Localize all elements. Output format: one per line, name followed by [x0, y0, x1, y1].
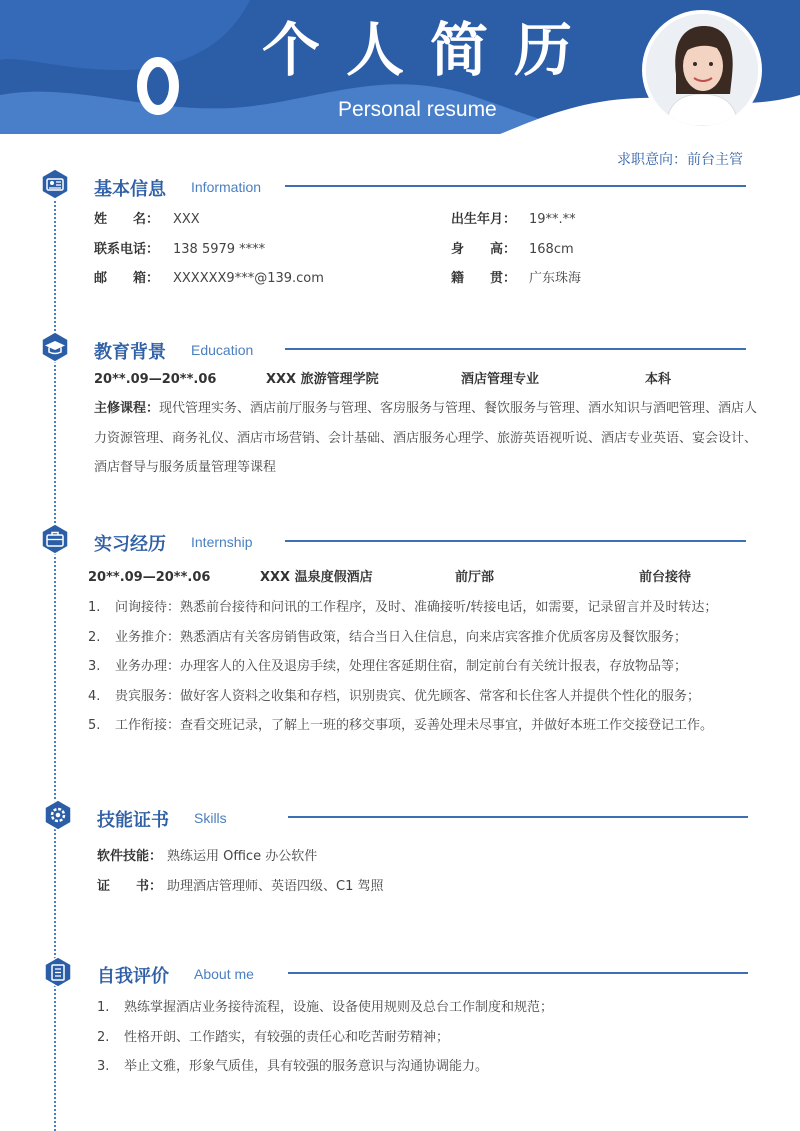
- intern-item-num: 3.: [88, 659, 101, 674]
- courses-text: 现代管理实务、酒店前厅服务与管理、客房服务与管理、餐饮服务与管理、酒水知识与酒吧管理、酒店人力资源管理、商务礼仪、酒店市场营销、会计基础、酒店服务心理学、旅游英语视听说、酒店专业英语、宴会设计、酒店督导与服务质量管理等课程: [94, 401, 758, 475]
- section-en-about: About me: [194, 966, 254, 982]
- intern-department: 前厅部: [455, 570, 495, 585]
- edu-school: XXX 旅游管理学院: [266, 372, 379, 387]
- section-title-internship: 实习经历: [94, 534, 166, 555]
- certificate-label: 证 书：: [97, 879, 163, 894]
- height-value: 168cm: [529, 242, 574, 257]
- intern-item-num: 1.: [88, 600, 101, 615]
- certificate-value: 助理酒店管理师、英语四级、C1 驾照: [167, 879, 384, 894]
- page-subtitle: Personal resume: [338, 98, 497, 121]
- graduation-cap-icon: [39, 331, 71, 363]
- page-title: 个人简历: [262, 16, 599, 84]
- edu-major: 酒店管理专业: [461, 372, 540, 387]
- section-divider: [288, 816, 748, 818]
- header-banner: [0, 0, 800, 134]
- email-value: XXXXXX9***@139.com: [173, 271, 324, 286]
- origin-label: 籍 贯：: [451, 271, 517, 286]
- intern-item-num: 2.: [88, 630, 101, 645]
- section-divider: [288, 972, 748, 974]
- notebook-icon: [42, 956, 74, 988]
- intern-item-num: 4.: [88, 689, 101, 704]
- profile-photo: [642, 10, 762, 130]
- intern-item-text: 业务办理：办理客人的入住及退房手续，处理住客延期住宿，制定前台有关统计报表，存放物品等；: [115, 659, 688, 674]
- phone-value: 138 5979 ****: [173, 242, 266, 257]
- phone-label: 联系电话：: [94, 242, 160, 257]
- section-divider: [285, 348, 746, 350]
- section-divider: [285, 185, 746, 187]
- email-label: 邮 箱：: [94, 271, 160, 286]
- birth-value: 19**.**: [529, 212, 576, 227]
- briefcase-icon: [39, 523, 71, 555]
- section-en-skills: Skills: [194, 810, 227, 826]
- section-en-internship: Internship: [191, 534, 253, 550]
- intern-item-text: 贵宾服务：做好客人资料之收集和存档，识别贵宾、优先顾客、常客和长住客人并提供个性化的服务；: [115, 689, 701, 704]
- about-item-text: 举止文雅，形象气质佳，具有较强的服务意识与沟通协调能力。: [124, 1059, 489, 1074]
- gear-icon: [42, 799, 74, 831]
- edu-period: 20**.09—20**.06: [94, 372, 217, 387]
- about-item-text: 熟练掌握酒店业务接待流程，设施、设备使用规则及总台工作制度和规范；: [124, 1000, 554, 1015]
- courses-label: 主修课程：: [94, 401, 160, 416]
- timeline-line: [54, 178, 56, 1131]
- intern-item-text: 问询接待：熟悉前台接待和问讯的工作程序，及时、准确接听/转接电话，如需要，记录留言并及时转达；: [115, 600, 718, 615]
- job-objective: 求职意向：前台主管: [617, 152, 743, 168]
- about-item-num: 2.: [97, 1030, 110, 1045]
- section-en-education: Education: [191, 342, 254, 358]
- about-item-num: 1.: [97, 1000, 110, 1015]
- id-card-icon: [39, 168, 71, 200]
- name-label: 姓 名：: [94, 212, 160, 227]
- birth-label: 出生年月：: [451, 212, 517, 227]
- origin-value: 广东珠海: [529, 271, 582, 286]
- about-item-num: 3.: [97, 1059, 110, 1074]
- intern-position: 前台接待: [639, 570, 692, 585]
- software-skill-value: 熟练运用 Office 办公软件: [167, 849, 318, 864]
- height-label: 身 高：: [451, 242, 517, 257]
- intern-item-text: 工作衔接：查看交班记录，了解上一班的移交事项，妥善处理未尽事宜，并做好本班工作交接登记工作。: [115, 718, 714, 733]
- section-en-basic: Information: [191, 179, 262, 195]
- intern-company: XXX 温泉度假酒店: [260, 570, 373, 585]
- section-title-skills: 技能证书: [97, 810, 169, 831]
- section-divider: [285, 540, 746, 542]
- edu-courses: [94, 394, 758, 483]
- intern-item-text: 业务推介：熟悉酒店有关客房销售政策，结合当日入住信息，向来店宾客推介优质客房及餐饮服务；: [115, 630, 688, 645]
- about-item-text: 性格开朗、工作踏实，有较强的责任心和吃苦耐劳精神；: [124, 1030, 450, 1045]
- section-title-basic: 基本信息: [94, 179, 166, 200]
- name-value: XXX: [173, 212, 200, 227]
- software-skill-label: 软件技能：: [97, 849, 163, 864]
- intern-item-num: 5.: [88, 718, 101, 733]
- intern-period: 20**.09—20**.06: [88, 570, 211, 585]
- section-title-about: 自我评价: [97, 966, 169, 987]
- section-title-education: 教育背景: [94, 342, 166, 363]
- edu-degree: 本科: [645, 372, 672, 387]
